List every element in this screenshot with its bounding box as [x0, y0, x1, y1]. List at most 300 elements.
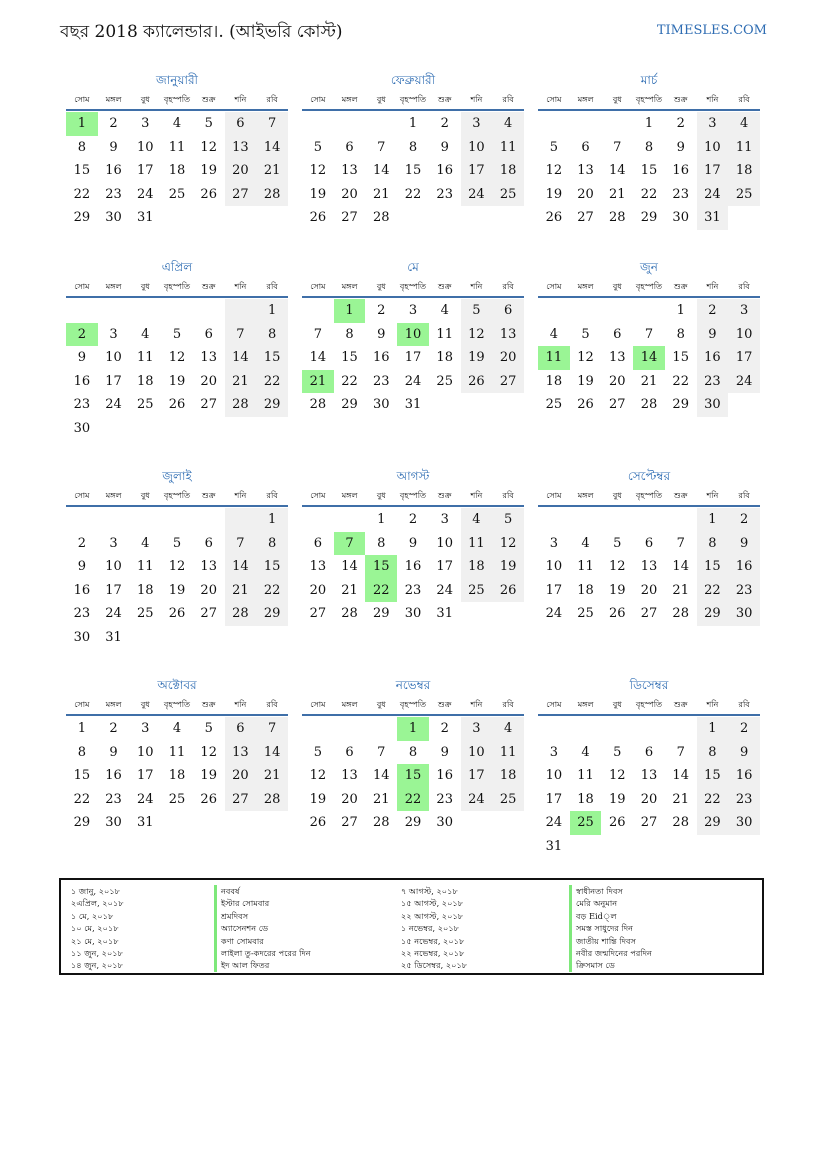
day-cell: 15 — [256, 346, 288, 370]
day-cell: 23 — [672, 186, 689, 202]
day-cell: 7 — [225, 532, 257, 556]
weekday-label: বুধ — [612, 282, 622, 291]
day-cell: 29 — [672, 397, 689, 412]
day-cell: 2 — [697, 299, 729, 323]
legend-holiday-name: ক্রিসমাস ডে — [569, 959, 652, 971]
weekday-label: বৃহস্পতি — [399, 491, 427, 500]
weekday-label: রবি — [502, 95, 514, 104]
weekday-label: শুক্র — [201, 491, 216, 500]
day-cell: 16 — [728, 764, 760, 788]
weekday-label: শুক্র — [201, 700, 216, 709]
day-cell: 22 — [697, 788, 729, 812]
day-cell: 24 — [545, 815, 563, 830]
day-cell: 3 — [461, 112, 493, 136]
holiday-cell: 22 — [397, 788, 429, 812]
day-cell: 11 — [461, 532, 493, 556]
month-block — [302, 677, 524, 835]
weekday-header — [302, 93, 524, 111]
day-cell: 21 — [640, 373, 658, 389]
day-cell: 27 — [609, 397, 626, 412]
weekday-label: শনি — [234, 491, 247, 500]
weekday-label: শুক্র — [437, 491, 452, 500]
day-cell: 1 — [676, 303, 685, 318]
weekday-label: শনি — [470, 95, 483, 104]
day-grid — [66, 299, 288, 440]
day-cell: 27 — [225, 788, 257, 812]
day-cell: 14 — [256, 136, 288, 160]
day-cell: 19 — [545, 186, 563, 202]
day-cell: 12 — [609, 559, 626, 574]
day-grid — [302, 112, 524, 230]
legend-date: ২২ আগস্ট, ২০১৮ — [401, 910, 464, 921]
day-cell: 13 — [492, 323, 524, 347]
day-cell: 30 — [436, 815, 453, 830]
day-cell: 9 — [440, 744, 449, 760]
day-cell: 7 — [256, 717, 288, 741]
legend-holiday-name: ইদ আল ফিতর — [214, 959, 311, 971]
day-cell: 9 — [408, 535, 418, 551]
day-cell: 22 — [672, 373, 689, 389]
day-cell: 21 — [672, 582, 689, 598]
empty-cell — [66, 299, 98, 323]
day-cell: 21 — [225, 579, 257, 603]
day-cell: 22 — [73, 186, 91, 202]
day-cell: 9 — [109, 139, 118, 155]
month-name: ফেব্রুয়ারী — [390, 73, 436, 87]
day-cell: 24 — [436, 582, 453, 598]
empty-cell — [302, 299, 334, 323]
day-cell: 12 — [609, 768, 626, 783]
day-cell: 9 — [728, 532, 760, 556]
day-cell: 2 — [440, 721, 449, 736]
weekday-label: শনি — [706, 282, 719, 291]
day-cell: 30 — [73, 420, 91, 436]
day-cell: 4 — [492, 717, 524, 741]
weekday-label: শনি — [470, 282, 483, 291]
day-cell: 25 — [436, 373, 453, 389]
day-cell: 27 — [200, 397, 217, 412]
day-cell: 17 — [697, 159, 729, 183]
weekday-label: বৃহস্পতি — [635, 700, 663, 709]
day-cell: 26 — [309, 210, 327, 225]
empty-cell — [302, 112, 334, 136]
weekday-label: শুক্র — [673, 491, 688, 500]
day-grid — [302, 717, 524, 835]
legend-names-col-1 — [214, 885, 311, 972]
weekday-label: মঙ্গল — [105, 700, 122, 709]
day-cell: 24 — [137, 791, 154, 807]
day-cell: 29 — [73, 815, 91, 830]
day-cell: 12 — [545, 163, 563, 178]
day-cell: 8 — [256, 532, 288, 556]
day-cell: 7 — [225, 323, 257, 347]
day-cell: 30 — [73, 629, 91, 645]
month-name: ডিসেম্বর — [629, 678, 669, 692]
day-cell: 10 — [105, 350, 122, 365]
weekday-label: মঙ্গল — [577, 95, 594, 104]
day-cell: 12 — [577, 350, 594, 365]
empty-cell — [193, 299, 225, 323]
day-cell: 25 — [461, 579, 493, 603]
weekday-label: মঙ্গল — [341, 282, 358, 291]
day-cell: 6 — [204, 535, 213, 551]
weekday-label: বৃহস্পতি — [163, 282, 191, 291]
day-cell: 18 — [545, 373, 563, 389]
day-cell: 24 — [461, 183, 493, 207]
day-cell: 24 — [105, 397, 122, 412]
day-cell: 12 — [492, 532, 524, 556]
day-cell: 24 — [461, 788, 493, 812]
weekday-label: মঙ্গল — [105, 282, 122, 291]
weekday-header — [66, 489, 288, 507]
day-cell: 25 — [728, 183, 760, 207]
weekday-header — [302, 698, 524, 716]
day-cell: 9 — [77, 559, 86, 574]
day-cell: 12 — [168, 350, 186, 365]
day-cell: 13 — [640, 559, 658, 574]
day-cell: 23 — [373, 373, 390, 389]
legend-date: ১ মে, ২০১৮ — [71, 910, 114, 921]
weekday-label: মঙ্গল — [577, 700, 594, 709]
empty-cell — [538, 112, 570, 136]
day-cell: 11 — [492, 741, 524, 765]
day-cell: 14 — [373, 768, 390, 783]
day-cell: 7 — [613, 139, 622, 155]
day-cell: 15 — [672, 350, 689, 365]
day-cell: 8 — [345, 326, 354, 342]
day-cell: 4 — [141, 326, 150, 342]
day-grid — [66, 717, 288, 835]
day-grid — [538, 717, 760, 858]
day-cell: 12 — [309, 163, 327, 178]
day-cell: 23 — [105, 791, 122, 807]
day-cell: 6 — [225, 717, 257, 741]
day-cell: 22 — [256, 579, 288, 603]
day-cell: 4 — [581, 535, 590, 551]
month-block — [66, 259, 288, 440]
day-cell: 14 — [341, 559, 358, 574]
day-cell: 3 — [408, 303, 418, 318]
day-cell: 29 — [697, 811, 729, 835]
day-cell: 31 — [697, 206, 729, 230]
weekday-label: শনি — [706, 700, 719, 709]
day-cell: 26 — [577, 397, 594, 412]
day-cell: 14 — [672, 768, 689, 783]
legend-holiday-name: নবীর জন্মদিনের পরদিন — [569, 947, 652, 959]
weekday-label: রবি — [738, 491, 750, 500]
day-cell: 20 — [341, 186, 358, 202]
day-cell: 20 — [492, 346, 524, 370]
day-cell: 8 — [697, 532, 729, 556]
day-cell: 14 — [225, 555, 257, 579]
empty-cell — [129, 299, 161, 323]
day-cell: 21 — [373, 186, 390, 202]
day-grid — [538, 508, 760, 626]
day-cell: 13 — [225, 741, 257, 765]
day-cell: 27 — [200, 606, 217, 621]
empty-cell — [633, 508, 665, 532]
day-cell: 10 — [137, 744, 154, 760]
day-cell: 29 — [256, 393, 288, 417]
legend-date: ১৫ আগস্ট, ২০১৮ — [401, 898, 464, 909]
day-grid — [302, 508, 524, 626]
weekday-label: শুক্র — [437, 282, 452, 291]
day-grid — [66, 508, 288, 649]
weekday-label: বৃহস্পতি — [163, 95, 191, 104]
day-cell: 29 — [373, 606, 390, 621]
day-cell: 29 — [256, 602, 288, 626]
day-cell: 17 — [545, 791, 563, 807]
legend-dates-col-1 — [71, 885, 124, 972]
weekday-label: সোম — [74, 95, 90, 104]
day-cell: 10 — [461, 741, 493, 765]
day-cell: 14 — [256, 741, 288, 765]
legend-holiday-name: কণা সোমবার — [214, 935, 311, 947]
day-cell: 20 — [640, 791, 658, 807]
weekday-header — [538, 93, 760, 111]
day-cell: 10 — [545, 559, 563, 574]
weekday-label: রবি — [266, 95, 278, 104]
month-block — [302, 72, 524, 230]
day-cell: 3 — [728, 299, 760, 323]
day-cell: 5 — [613, 744, 622, 760]
empty-cell — [334, 112, 366, 136]
day-cell: 25 — [168, 791, 186, 807]
month-block — [538, 259, 760, 417]
weekday-label: মঙ্গল — [577, 491, 594, 500]
weekday-label: রবি — [502, 700, 514, 709]
day-cell: 30 — [373, 397, 390, 412]
weekday-label: শনি — [470, 491, 483, 500]
day-cell: 18 — [728, 159, 760, 183]
site-link[interactable]: TIMESLES.COM — [656, 23, 767, 38]
day-cell: 5 — [613, 535, 622, 551]
day-cell: 13 — [225, 136, 257, 160]
day-cell: 18 — [577, 582, 594, 598]
month-name: জুলাই — [162, 469, 192, 483]
day-cell: 23 — [436, 791, 453, 807]
legend-holiday-name: সমস্ত সাধুদের দিন — [569, 922, 652, 934]
day-cell: 5 — [204, 116, 213, 131]
weekday-label: বুধ — [376, 700, 386, 709]
day-cell: 27 — [492, 370, 524, 394]
day-cell: 11 — [577, 768, 594, 783]
day-cell: 19 — [309, 791, 327, 807]
weekday-header — [66, 93, 288, 111]
weekday-label: রবি — [266, 282, 278, 291]
day-cell: 11 — [137, 559, 154, 574]
legend-date: ২এপ্রিল, ২০১৮ — [71, 898, 124, 909]
day-cell: 25 — [492, 183, 524, 207]
day-cell: 23 — [73, 397, 91, 412]
day-cell: 16 — [436, 768, 453, 783]
holiday-cell: 1 — [334, 299, 366, 323]
weekday-label: মঙ্গল — [577, 282, 594, 291]
day-cell: 26 — [492, 579, 524, 603]
day-cell: 20 — [309, 582, 327, 598]
day-cell: 16 — [105, 768, 122, 783]
day-cell: 3 — [461, 717, 493, 741]
day-cell: 13 — [309, 559, 327, 574]
page-title: বছর 2018 ক্যালেন্ডার।. (আইভরি কোস্ট) — [60, 22, 343, 42]
day-cell: 19 — [577, 373, 594, 389]
weekday-label: বুধ — [376, 95, 386, 104]
day-cell: 8 — [77, 139, 86, 155]
day-cell: 12 — [461, 323, 493, 347]
day-cell: 24 — [137, 186, 154, 202]
day-cell: 15 — [73, 768, 91, 783]
weekday-label: সোম — [74, 700, 90, 709]
legend-holiday-name: স্বাধীনতা দিবস — [569, 885, 652, 897]
day-cell: 23 — [404, 582, 422, 598]
day-cell: 24 — [404, 373, 422, 389]
weekday-label: সোম — [546, 95, 562, 104]
day-cell: 18 — [137, 582, 154, 598]
day-cell: 23 — [697, 370, 729, 394]
day-cell: 28 — [256, 183, 288, 207]
weekday-label: বুধ — [140, 95, 150, 104]
day-cell: 3 — [549, 535, 558, 551]
day-cell: 25 — [137, 397, 154, 412]
legend-holiday-name: বড় Eid্ল — [569, 910, 652, 922]
day-cell: 3 — [109, 535, 118, 551]
day-cell: 20 — [225, 764, 257, 788]
day-cell: 8 — [377, 535, 386, 551]
legend-date: ২৫ ডিসেম্বর, ২০১৮ — [401, 960, 468, 971]
day-cell: 19 — [168, 373, 186, 389]
holiday-cell: 10 — [397, 323, 429, 347]
day-cell: 5 — [204, 721, 213, 736]
day-cell: 16 — [404, 559, 422, 574]
legend-holiday-name: জাতীয় শান্তি দিবস — [569, 935, 652, 947]
day-cell: 28 — [341, 606, 358, 621]
day-cell: 13 — [640, 768, 658, 783]
month-block — [66, 677, 288, 835]
day-cell: 10 — [436, 535, 453, 551]
day-cell: 9 — [676, 139, 685, 155]
day-cell: 18 — [436, 350, 453, 365]
weekday-label: বুধ — [612, 95, 622, 104]
day-cell: 20 — [341, 791, 358, 807]
legend-date: ১০ মে, ২০১৮ — [71, 923, 119, 934]
weekday-label: সোম — [74, 491, 90, 500]
day-cell: 16 — [697, 346, 729, 370]
weekday-label: শুক্র — [437, 95, 452, 104]
holiday-cell: 1 — [397, 717, 429, 741]
day-cell: 8 — [77, 744, 86, 760]
day-cell: 28 — [225, 602, 257, 626]
weekday-label: শনি — [234, 700, 247, 709]
month-name: নভেম্বর — [395, 678, 431, 692]
day-cell: 7 — [256, 112, 288, 136]
day-cell: 23 — [436, 186, 453, 202]
weekday-header — [302, 280, 524, 298]
day-cell: 22 — [341, 373, 358, 389]
day-cell: 18 — [168, 163, 186, 178]
weekday-label: বৃহস্পতি — [399, 700, 427, 709]
day-cell: 4 — [141, 535, 150, 551]
day-cell: 17 — [461, 764, 493, 788]
empty-cell — [334, 508, 366, 532]
day-cell: 2 — [377, 303, 386, 318]
weekday-label: সোম — [310, 491, 326, 500]
legend-date: ৭ আগস্ট, ২০১৮ — [401, 886, 458, 896]
day-cell: 3 — [141, 116, 150, 131]
empty-cell — [538, 508, 570, 532]
day-cell: 16 — [436, 163, 453, 178]
legend-dates-col-2 — [401, 885, 467, 972]
day-cell: 7 — [313, 326, 322, 342]
legend-names-col-2 — [569, 885, 652, 972]
day-cell: 30 — [728, 811, 760, 835]
day-cell: 25 — [545, 397, 563, 412]
weekday-label: রবি — [738, 282, 750, 291]
day-cell: 7 — [676, 744, 685, 760]
day-cell: 11 — [168, 139, 186, 155]
day-cell: 10 — [545, 768, 563, 783]
day-cell: 2 — [109, 116, 118, 131]
day-cell: 18 — [461, 555, 493, 579]
day-cell: 26 — [309, 815, 327, 830]
weekday-label: শুক্র — [201, 95, 216, 104]
month-block — [302, 259, 524, 417]
day-cell: 30 — [672, 210, 689, 225]
weekday-label: মঙ্গল — [341, 491, 358, 500]
day-cell: 28 — [373, 210, 390, 225]
legend-holiday-name: শ্রমদিবস — [214, 910, 311, 922]
day-grid — [538, 299, 760, 417]
weekday-label: বুধ — [140, 282, 150, 291]
day-cell: 29 — [404, 815, 422, 830]
month-block — [66, 468, 288, 649]
day-cell: 13 — [200, 559, 217, 574]
day-cell: 17 — [105, 582, 122, 598]
day-cell: 9 — [377, 326, 386, 342]
day-cell: 9 — [109, 744, 118, 760]
weekday-label: বুধ — [612, 700, 622, 709]
day-cell: 21 — [256, 159, 288, 183]
day-cell: 20 — [200, 373, 217, 389]
day-cell: 16 — [105, 163, 122, 178]
empty-cell — [570, 299, 602, 323]
weekday-label: শুক্র — [437, 700, 452, 709]
empty-cell — [225, 508, 257, 532]
weekday-label: রবি — [502, 491, 514, 500]
day-grid — [538, 112, 760, 230]
day-cell: 17 — [728, 346, 760, 370]
holiday-cell: 15 — [365, 555, 397, 579]
day-cell: 15 — [697, 555, 729, 579]
weekday-header — [538, 280, 760, 298]
month-block — [538, 468, 760, 626]
weekday-label: সোম — [546, 700, 562, 709]
weekday-label: রবি — [266, 700, 278, 709]
day-cell: 26 — [168, 606, 186, 621]
day-cell: 17 — [436, 559, 453, 574]
day-cell: 11 — [728, 136, 760, 160]
day-cell: 4 — [581, 744, 590, 760]
weekday-label: বুধ — [376, 282, 386, 291]
day-cell: 16 — [672, 163, 689, 178]
weekday-label: শনি — [234, 282, 247, 291]
day-cell: 28 — [609, 210, 626, 225]
day-cell: 20 — [577, 186, 594, 202]
day-cell: 5 — [492, 508, 524, 532]
day-cell: 28 — [225, 393, 257, 417]
empty-cell — [665, 508, 697, 532]
day-cell: 8 — [644, 139, 654, 155]
day-cell: 10 — [461, 136, 493, 160]
